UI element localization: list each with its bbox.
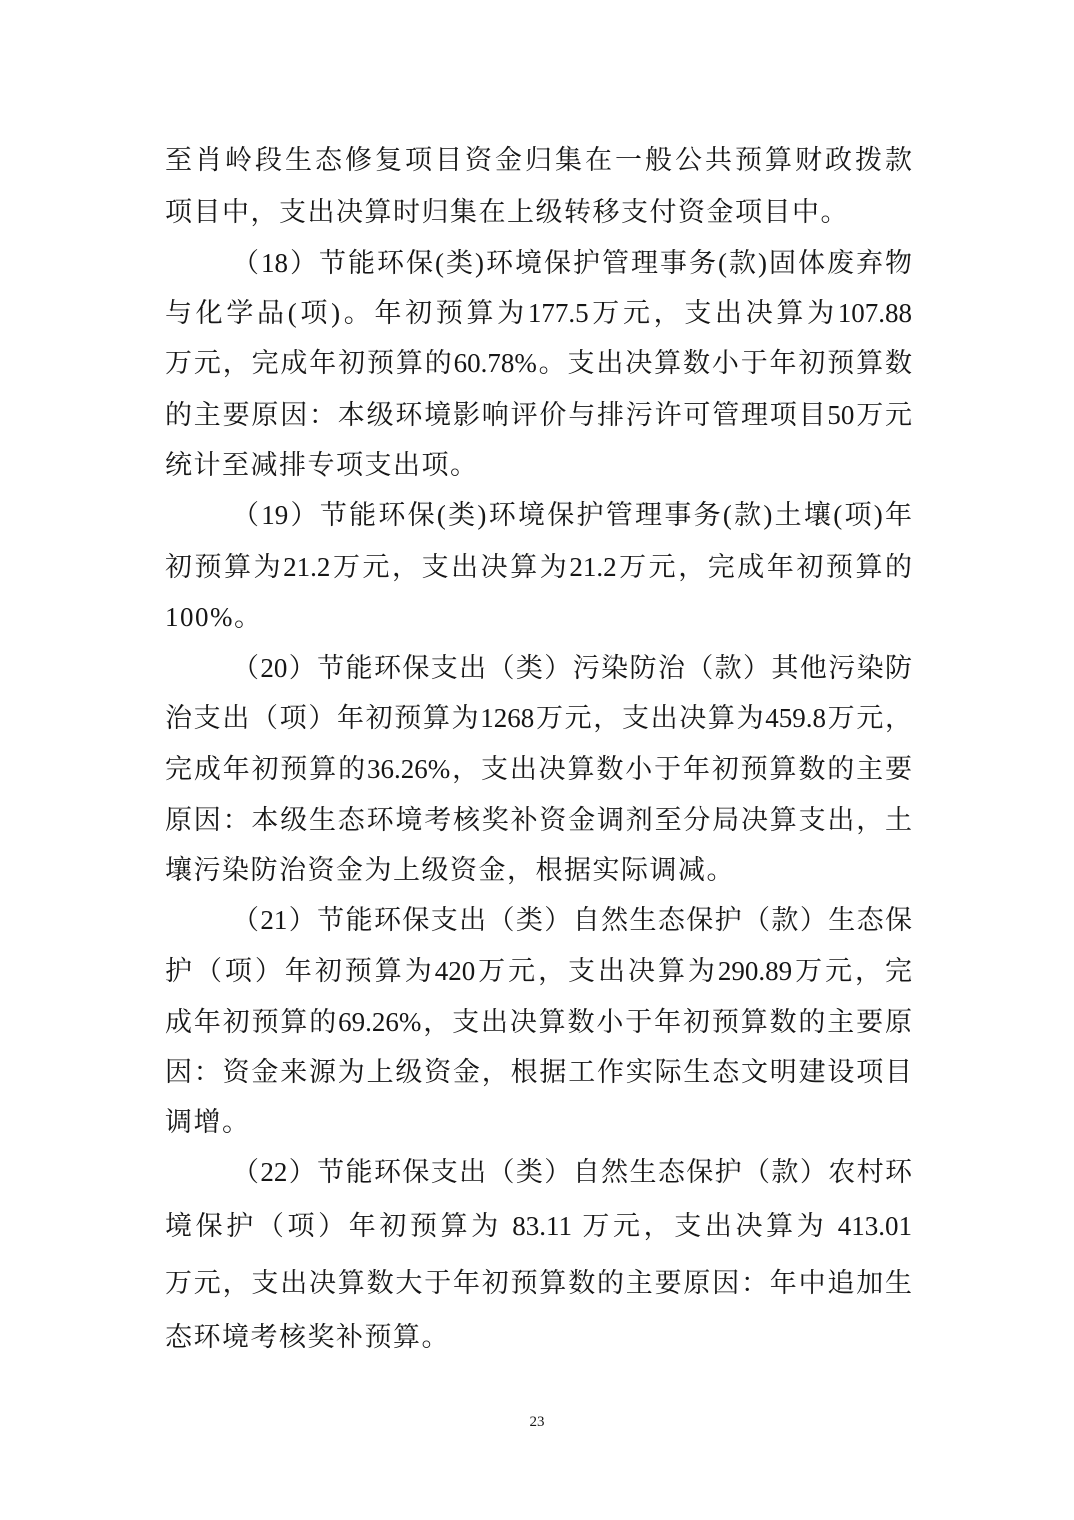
text-line: （22）节能环保支出（类）自然生态保护（款）农村环 (232, 1157, 912, 1187)
text-line: 初预算为21.2万元，支出决算为21.2万元，完成年初预算的 (165, 552, 912, 582)
text-line: 与化学品(项)。年初预算为177.5万元，支出决算为107.88 (165, 298, 912, 328)
text-line: （20）节能环保支出（类）污染防治（款）其他污染防 (232, 653, 912, 683)
text-line: （21）节能环保支出（类）自然生态保护（款）生态保 (232, 905, 912, 935)
text-line: 因：资金来源为上级资金，根据工作实际生态文明建设项目 (165, 1057, 912, 1087)
text-line: 护（项）年初预算为420万元，支出决算为290.89万元，完 (165, 956, 912, 986)
text-line: 的主要原因：本级环境影响评价与排污许可管理项目50万元 (165, 400, 912, 430)
text-line: 态环境考核奖补预算。 (165, 1322, 450, 1352)
text-line: 壤污染防治资金为上级资金，根据实际调减。 (165, 855, 735, 885)
text-line: 万元，完成年初预算的60.78%。支出决算数小于年初预算数 (165, 348, 912, 378)
text-line: 100%。 (165, 602, 263, 632)
text-line: （18）节能环保(类)环境保护管理事务(款)固体废弃物 (232, 248, 912, 278)
text-line: 原因：本级生态环境考核奖补资金调剂至分局决算支出，土 (165, 805, 912, 835)
text-line: （19）节能环保(类)环境保护管理事务(款)土壤(项)年 (232, 500, 912, 530)
text-line: 完成年初预算的36.26%，支出决算数小于年初预算数的主要 (165, 754, 912, 784)
text-line: 项目中，支出决算时归集在上级转移支付资金项目中。 (165, 197, 849, 227)
text-line: 成年初预算的69.26%，支出决算数小于年初预算数的主要原 (165, 1007, 912, 1037)
text-line: 统计至减排专项支出项。 (165, 450, 479, 480)
text-line: 至肖岭段生态修复项目资金归集在一般公共预算财政拨款 (165, 145, 912, 175)
page-number: 23 (529, 1414, 545, 1430)
text-line: 治支出（项）年初预算为1268万元，支出决算为459.8万元， (165, 703, 912, 733)
text-line: 调增。 (165, 1107, 251, 1137)
text-line: 境保护（项）年初预算为 83.11 万元，支出决算为 413.01 (165, 1211, 912, 1241)
text-line: 万元，支出决算数大于年初预算数的主要原因：年中追加生 (165, 1268, 912, 1298)
